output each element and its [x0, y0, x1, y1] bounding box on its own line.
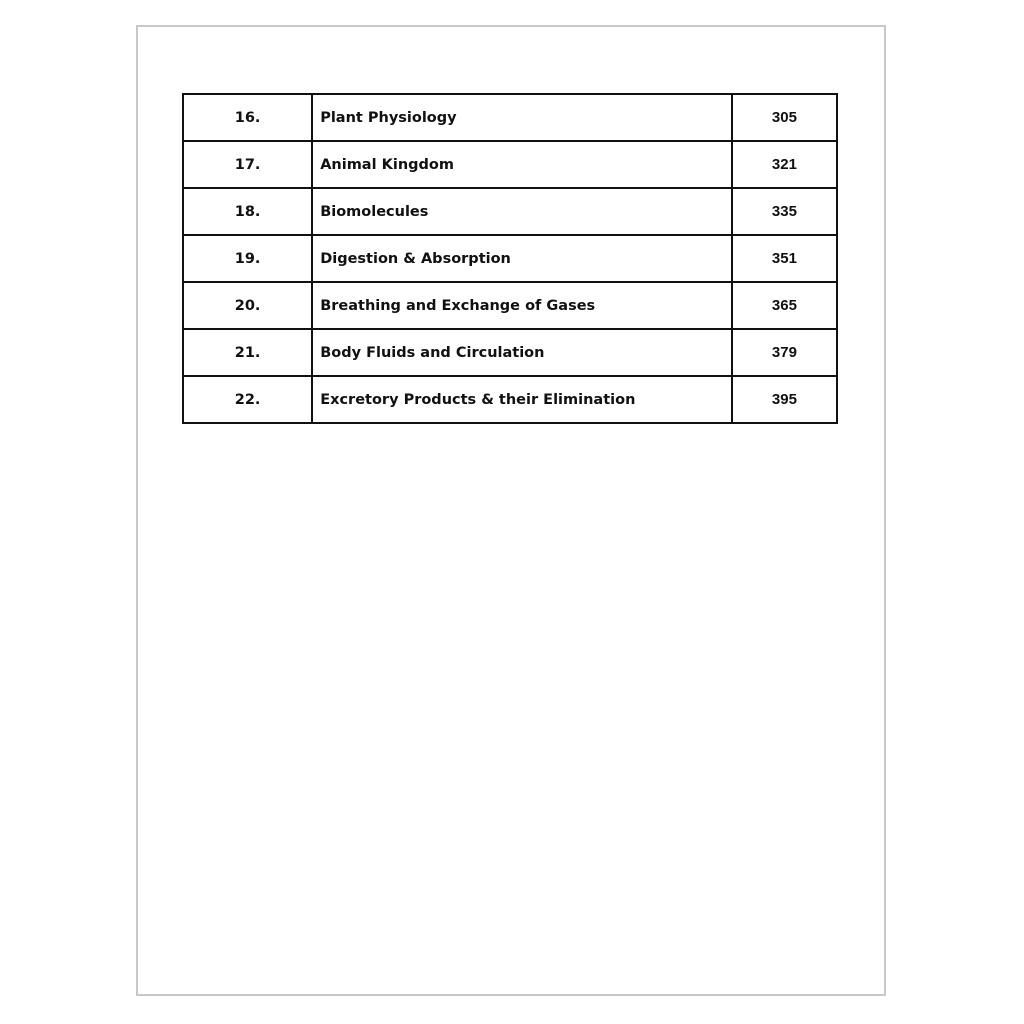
- table-row: [183, 329, 837, 376]
- chapter-title: Breathing and Exchange of Gases: [312, 282, 732, 329]
- page-number: 379: [732, 329, 837, 376]
- table-row: [183, 141, 837, 188]
- chapter-title: Digestion & Absorption: [312, 235, 732, 282]
- table-row: [183, 235, 837, 282]
- page-number: 305: [732, 94, 837, 141]
- chapter-number: 19.: [183, 235, 312, 282]
- chapter-number: 16.: [183, 94, 312, 141]
- page-number: 395: [732, 376, 837, 423]
- table-of-contents: [182, 93, 838, 424]
- chapter-title: Plant Physiology: [312, 94, 732, 141]
- chapter-title: Excretory Products & their Elimination: [312, 376, 732, 423]
- chapter-number: 21.: [183, 329, 312, 376]
- chapter-number: 17.: [183, 141, 312, 188]
- chapter-title: Body Fluids and Circulation: [312, 329, 732, 376]
- chapter-number: 20.: [183, 282, 312, 329]
- chapter-number: 22.: [183, 376, 312, 423]
- table-row: [183, 282, 837, 329]
- page-number: 335: [732, 188, 837, 235]
- page-number: 365: [732, 282, 837, 329]
- page-number: 351: [732, 235, 837, 282]
- table-row: [183, 188, 837, 235]
- table-row: [183, 376, 837, 423]
- chapter-title: Animal Kingdom: [312, 141, 732, 188]
- chapter-number: 18.: [183, 188, 312, 235]
- chapter-title: Biomolecules: [312, 188, 732, 235]
- page-number: 321: [732, 141, 837, 188]
- table-row: [183, 94, 837, 141]
